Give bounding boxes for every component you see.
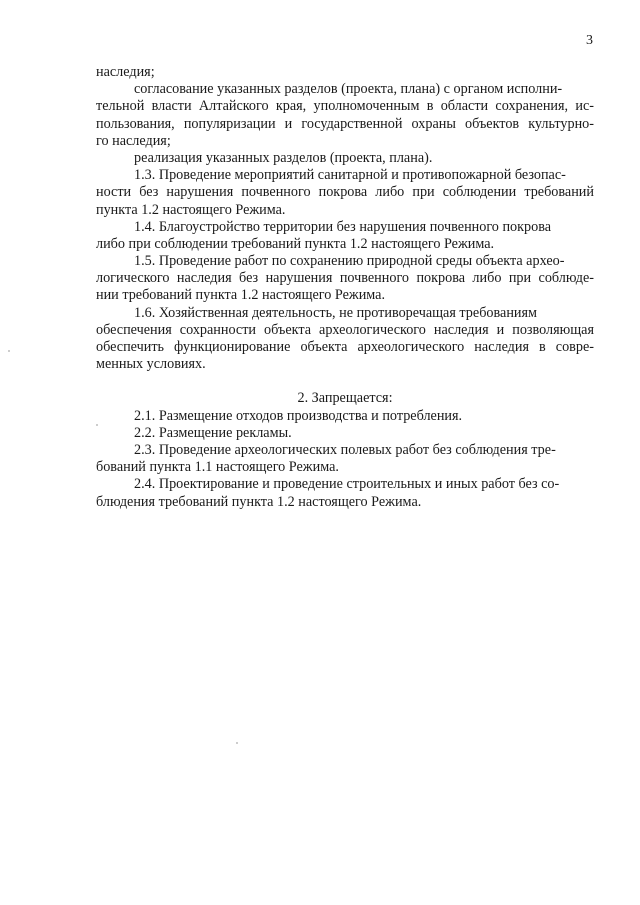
text-line: 1.6. Хозяйственная деятельность, не противоречащая требованиям <box>134 304 538 321</box>
text-line: 1.3. Проведение мероприятий санитарной и противопожарной безопас- <box>134 167 566 184</box>
document-body <box>96 64 594 511</box>
page-number: 3 <box>586 33 593 48</box>
text-line: тельной власти Алтайского края, уполномоченным в области сохранения, ис- <box>96 98 594 115</box>
text-line: 1.4. Благоустройство территории без нарушения почвенного покрова <box>134 218 552 235</box>
scan-speck <box>236 742 238 744</box>
text-line: 2.4. Проектирование и проведение строительных и иных работ без со- <box>134 476 560 493</box>
text-line: 2.3. Проведение археологических полевых работ без соблюдения тре- <box>134 441 556 458</box>
text-line: ности без нарушения почвенного покрова либо при соблюдении требований <box>96 184 594 201</box>
text-line: нии требований пункта 1.2 настоящего Режима. <box>96 287 386 304</box>
text-line: 1.5. Проведение работ по сохранению природной среды объекта архео- <box>134 253 565 270</box>
text-line: логического наследия без нарушения почвенного покрова либо при соблюде- <box>96 270 594 287</box>
text-line: 2.2. Размещение рекламы. <box>134 424 292 441</box>
scan-speck <box>96 424 98 426</box>
text-line: реализация указанных разделов (проекта, плана). <box>134 149 433 166</box>
text-line: пользования, популяризации и государственной охраны объектов культурно- <box>96 115 594 132</box>
text-line: наследия; <box>96 64 155 80</box>
text-line: обеспечения сохранности объекта археологического наследия и позволяющая <box>96 321 594 338</box>
text-line: менных условиях. <box>96 356 206 373</box>
scan-speck <box>8 350 10 352</box>
text-line: го наследия; <box>96 132 171 149</box>
text-line: обеспечить функционирование объекта археологического наследия в совре- <box>96 339 594 355</box>
text-line: блюдения требований пункта 1.2 настоящего Режима. <box>96 493 422 510</box>
section-heading: 2. Запрещается: <box>297 390 393 407</box>
text-line: бований пункта 1.1 настоящего Режима. <box>96 459 339 476</box>
paragraph-gap <box>96 373 594 390</box>
text-line: 2.1. Размещение отходов производства и потребления. <box>134 407 463 424</box>
text-line: согласование указанных разделов (проекта, плана) с органом исполни- <box>134 81 563 98</box>
text-line: пункта 1.2 настоящего Режима. <box>96 201 286 218</box>
text-line: либо при соблюдении требований пункта 1.2 настоящего Режима. <box>96 235 495 252</box>
